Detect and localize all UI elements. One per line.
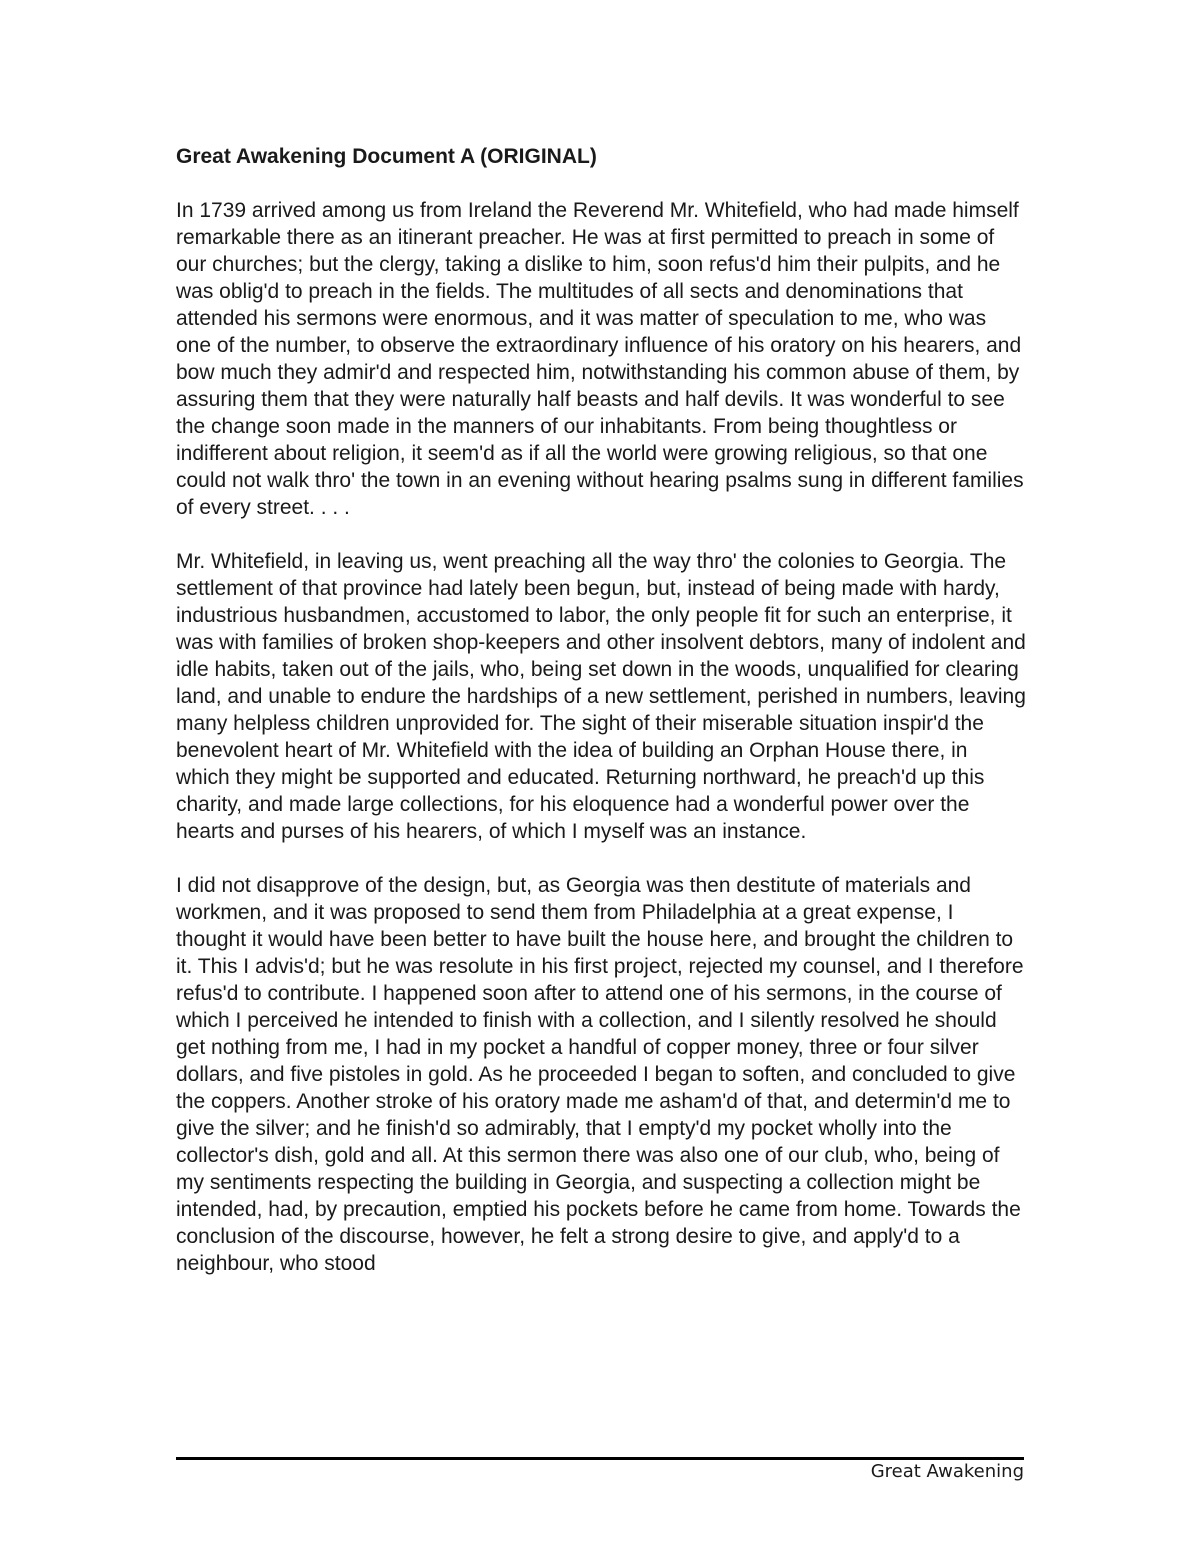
footer-divider (176, 1457, 1024, 1460)
page-title: Great Awakening Document A (ORIGINAL) (176, 145, 597, 168)
paragraph-2: Mr. Whitefield, in leaving us, went preaching all the way thro' the colonies to Georgia. The settlement of that province had lately been begun, but, instead of being made with hardy, industrious husbandmen, accustomed to labor, the only people fit for such an enterprise, it was with families of broken shop-keepers and other insolvent debtors, many of indolent and idle habits, taken out of the jails, who, being set down in the woods, unqualified for clearing land, and unable to endure the hardships of a new settlement, perished in numbers, leaving many helpless children unprovided for. The sight of their miserable situation inspir'd the benevolent heart of Mr. Whitefield with the idea of building an Orphan House there, in which they might be supported and educated. Returning northward, he preach'd up this charity, and made large collections, for his eloquence had a wonderful power over the hearts and purses of his hearers, of which I myself was an instance. (176, 550, 1026, 843)
document-body (176, 143, 1026, 1304)
footer-label: Great Awakening (870, 1461, 1024, 1482)
paragraph-3: I did not disapprove of the design, but, as Georgia was then destitute of materials and workmen, and it was proposed to send them from Philadelphia at a great expense, I thought it would have been better to have built the house here, and brought the children to it. This I advis'd; but he was resolute in his first project, rejected my counsel, and I therefore refus'd to contribute. I happened soon after to attend one of his sermons, in the course of which I perceived he intended to finish with a collection, and I silently resolved he should get nothing from me, I had in my pocket a handful of copper money, three or four silver dollars, and five pistoles in gold. As he proceeded I began to soften, and concluded to give the coppers. Another stroke of his oratory made me asham'd of that, and determin'd me to give the silver; and he finish'd so admirably, that I empty'd my pocket wholly into the collector's dish, gold and all. At this sermon there was also one of our club, who, being of my sentiments respecting the building in Georgia, and suspecting a collection might be intended, had, by precaution, emptied his pockets before he came from home. Towards the conclusion of the discourse, however, he felt a strong desire to give, and apply'd to a neighbour, who stood (176, 874, 1024, 1275)
paragraph-1: In 1739 arrived among us from Ireland the Reverend Mr. Whitefield, who had made himself remarkable there as an itinerant preacher. He was at first permitted to preach in some of our churches; but the clergy, taking a dislike to him, soon refus'd him their pulpits, and he was oblig'd to preach in the fields. The multitudes of all sects and denominations that attended his sermons were enormous, and it was matter of speculation to me, who was one of the number, to observe the extraordinary influence of his oratory on his hearers, and bow much they admir'd and respected him, notwithstanding his common abuse of them, by assuring them that they were naturally half beasts and half devils. It was wonderful to see the change soon made in the manners of our inhabitants. From being thoughtless or indifferent about religion, it seem'd as if all the world were growing religious, so that one could not walk thro' the town in an evening without hearing psalms sung in different families of every street. . . . (176, 199, 1024, 519)
